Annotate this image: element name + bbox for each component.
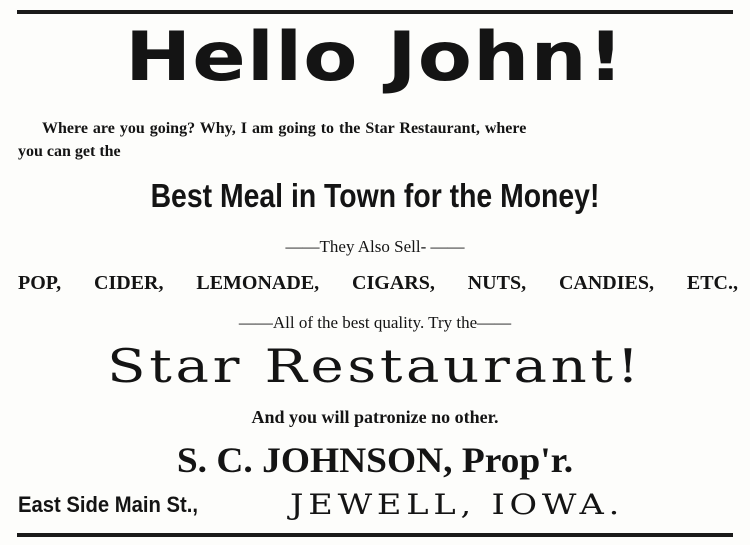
best-meal-slogan: Best Meal in Town for the Money! [150,177,600,214]
headline: Hello John! [125,18,625,97]
patronize-line: And you will patronize no other. [251,407,499,427]
intro-text-line-1: Where are you going? Why, I am going to the Star Restaurant, where [42,120,527,137]
restaurant-name: Star Restaurant! [107,339,643,393]
proprietor-name: S. C. JOHNSON, Prop'r. [176,440,574,480]
quality-line: ——All of the best quality. Try the—— [238,313,512,332]
street-address: East Side Main St., [18,492,198,517]
product-list: POP, CIDER, LEMONADE, CIGARS, NUTS, CANDIES, ETC., [18,272,738,294]
also-sell-heading: ——They Also Sell- —— [285,237,465,256]
bottom-border-rule [17,533,733,537]
intro-text-line-2: you can get the [18,143,121,160]
top-border-rule [17,10,733,14]
town-name: JEWELL, IOWA. [290,488,625,521]
